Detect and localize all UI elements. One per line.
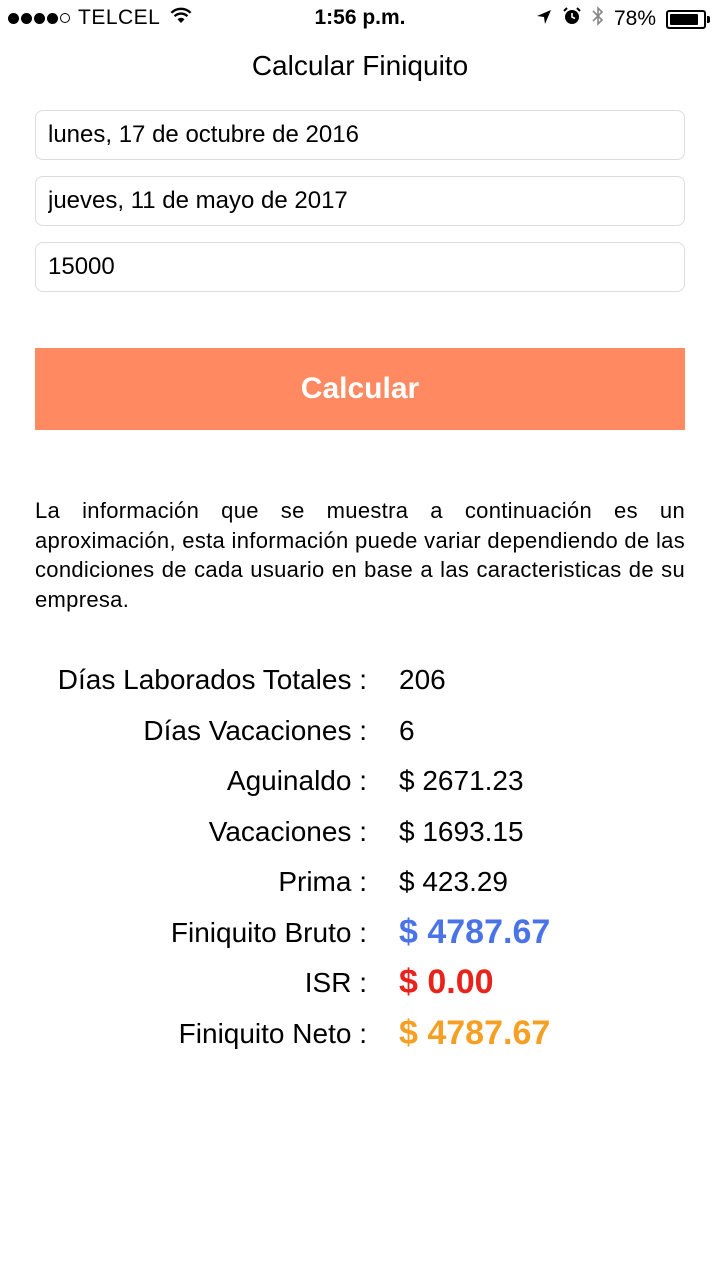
status-bar	[0, 0, 720, 38]
status-time: 1:56 p.m.	[314, 6, 406, 29]
result-row-vacaciones	[0, 812, 720, 863]
result-value: 206	[399, 664, 446, 695]
result-row-prima	[0, 862, 720, 913]
result-value: $ 2671.23	[399, 765, 524, 796]
result-value: $ 1693.15	[399, 815, 524, 847]
salary-field[interactable]	[35, 242, 685, 292]
disclaimer-text: La información que se muestra a continuación es un aproximación, esta información puede variar dependiendo de las condiciones de cada usuario en base a las caracteristicas de su empresa.	[35, 498, 685, 612]
result-row-finiquito-bruto	[0, 913, 720, 964]
finiquito-bruto-value: $ 4787.67	[399, 912, 551, 951]
location-arrow-icon	[536, 7, 552, 31]
result-row-dias-vacaciones	[0, 711, 720, 762]
end-date-field[interactable]	[35, 176, 685, 226]
battery-percent: 78%	[613, 7, 656, 30]
result-label: Prima :	[278, 866, 367, 897]
isr-value: $ 0.00	[399, 963, 494, 1001]
result-value: $ 423.29	[399, 866, 508, 897]
result-label: Aguinaldo :	[226, 765, 367, 796]
result-value: 6	[399, 714, 415, 746]
page-title: Calcular Finiquito	[251, 50, 469, 81]
result-label: ISR :	[304, 967, 367, 998]
result-row-finiquito-neto	[0, 1014, 720, 1065]
carrier-label: TELCEL	[78, 6, 161, 29]
finiquito-neto-value: $ 4787.67	[399, 1013, 551, 1052]
result-label: Días Laborados Totales :	[57, 664, 367, 695]
battery-icon	[666, 10, 710, 29]
result-label: Días Vacaciones :	[143, 714, 367, 746]
result-row-dias-laborados	[0, 660, 720, 711]
result-label: Vacaciones :	[208, 815, 367, 847]
calculate-button[interactable]: Calcular	[35, 348, 685, 430]
start-date-field[interactable]	[35, 110, 685, 160]
result-label: Finiquito Neto :	[178, 1017, 367, 1049]
result-label: Finiquito Bruto :	[170, 916, 367, 948]
alarm-icon	[562, 6, 582, 32]
result-row-aguinaldo	[0, 761, 720, 812]
result-row-isr	[0, 963, 720, 1014]
results-list	[0, 660, 720, 1064]
bluetooth-icon	[592, 6, 604, 32]
